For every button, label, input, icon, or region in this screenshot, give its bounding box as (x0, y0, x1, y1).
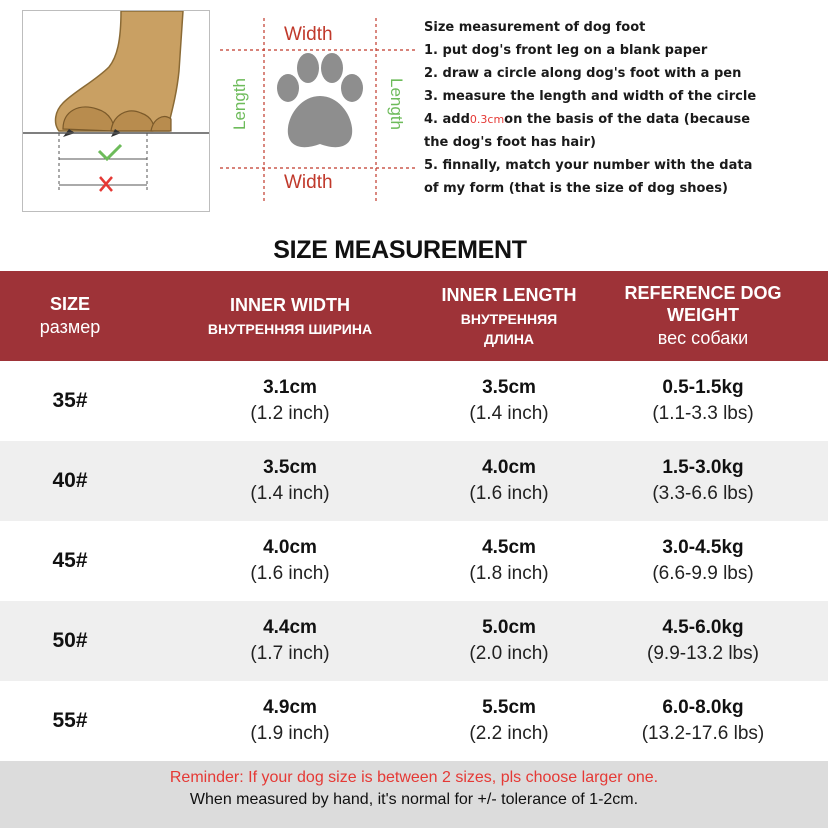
header-size-ru: размер (39, 317, 101, 337)
tolerance-text: When measured by hand, it's normal for +/- tolerance of 1-2cm. (189, 791, 639, 808)
instruction-step-5b: of my form (that is the size of dog shoes) (424, 181, 728, 196)
length-label-left: Length (230, 78, 249, 130)
header-reference-weight (578, 271, 828, 361)
weight-cell (578, 601, 828, 681)
width-inch: (1.6 inch) (250, 563, 330, 584)
paw-print-icon (277, 53, 363, 147)
length-cell (440, 361, 578, 441)
length-cm: 5.0cm (482, 617, 536, 638)
weight-lbs: (6.6-9.9 lbs) (652, 563, 754, 584)
instruction-step-5a: 5. finnally, match your number with the data (424, 158, 753, 173)
header-length-ru: ВНУТРЕННЯЯ ДЛИНА (460, 310, 558, 347)
width-cell (140, 601, 440, 681)
length-cm: 4.5cm (482, 537, 536, 558)
step4-after: on the basis of the data (because (504, 112, 751, 127)
table-row (0, 361, 828, 441)
size-cell: 35# (52, 389, 88, 412)
weight-kg: 6.0-8.0kg (662, 697, 744, 718)
size-table (0, 271, 828, 761)
weight-kg: 4.5-6.0kg (662, 617, 744, 638)
width-cell (140, 361, 440, 441)
paw-measure-diagram (220, 18, 418, 204)
width-label-bottom: Width (284, 172, 333, 193)
check-icon (99, 145, 121, 159)
width-inch: (1.9 inch) (250, 723, 330, 744)
length-inch: (1.4 inch) (469, 403, 549, 424)
header-length-en: INNER LENGTH (441, 284, 577, 305)
length-cell (440, 521, 578, 601)
instruction-step-1: 1. put dog's front leg on a blank paper (424, 43, 708, 58)
reminder-text: Reminder: If your dog size is between 2 sizes, pls choose larger one. (169, 769, 659, 786)
width-inch: (1.4 inch) (250, 483, 330, 504)
instruction-step-4-cont: the dog's foot has hair) (424, 135, 596, 150)
size-cell: 40# (52, 469, 88, 492)
header-width-ru: ВНУТРЕННЯЯ ШИРИНА (207, 320, 373, 337)
table-row (0, 601, 828, 681)
table-row (0, 521, 828, 601)
size-cell: 55# (52, 709, 88, 732)
length-inch: (1.8 inch) (469, 563, 549, 584)
header-weight-en: REFERENCE DOG (624, 283, 782, 303)
step4-highlight: 0.3cm (469, 113, 505, 126)
weight-kg: 3.0-4.5kg (662, 537, 744, 558)
header-size (0, 271, 140, 361)
weight-cell (578, 521, 828, 601)
length-cell (440, 601, 578, 681)
instruction-step-4 (424, 108, 824, 131)
length-cell (440, 441, 578, 521)
width-cm: 4.9cm (263, 697, 317, 718)
weight-cell (578, 441, 828, 521)
width-cm: 4.0cm (263, 537, 317, 558)
width-cm: 3.1cm (263, 377, 317, 398)
cross-icon (100, 177, 112, 191)
table-header (0, 271, 828, 361)
weight-lbs: (9.9-13.2 lbs) (647, 643, 759, 664)
width-inch: (1.7 inch) (250, 643, 330, 664)
header-weight-en2: WEIGHT (667, 305, 739, 325)
weight-kg: 0.5-1.5kg (662, 377, 744, 398)
dog-leg-illustration (22, 10, 210, 212)
instructions-heading: Size measurement of dog foot (424, 20, 646, 35)
footer-notes (0, 761, 828, 828)
width-inch: (1.2 inch) (250, 403, 330, 424)
length-inch: (1.6 inch) (469, 483, 549, 504)
header-width-en: INNER WIDTH (230, 294, 350, 315)
length-inch: (2.0 inch) (469, 643, 549, 664)
weight-lbs: (3.3-6.6 lbs) (652, 483, 754, 504)
length-cm: 5.5cm (482, 697, 536, 718)
weight-lbs: (13.2-17.6 lbs) (641, 723, 765, 744)
length-inch: (2.2 inch) (469, 723, 549, 744)
weight-cell (578, 681, 828, 761)
length-label-right: Length (387, 78, 406, 130)
header-weight-ru: вес собаки (657, 328, 749, 348)
width-cm: 3.5cm (263, 457, 317, 478)
width-cm: 4.4cm (263, 617, 317, 638)
instruction-step-3: 3. measure the length and width of the circle (424, 89, 757, 104)
size-cell: 50# (52, 629, 88, 652)
table-row (0, 681, 828, 761)
width-cell (140, 441, 440, 521)
width-cell (140, 681, 440, 761)
step4-before: 4. add (424, 112, 470, 127)
table-row (0, 441, 828, 521)
width-cell (140, 521, 440, 601)
length-cm: 3.5cm (482, 377, 536, 398)
weight-cell (578, 361, 828, 441)
weight-lbs: (1.1-3.3 lbs) (652, 403, 754, 424)
header-inner-width (140, 271, 440, 361)
page-title: SIZE MEASUREMENT (273, 236, 527, 264)
instruction-step-2: 2. draw a circle along dog's foot with a pen (424, 66, 742, 81)
length-cell (440, 681, 578, 761)
header-size-en: SIZE (49, 294, 90, 314)
size-cell: 45# (52, 549, 88, 572)
measurement-instructions (424, 16, 824, 200)
weight-kg: 1.5-3.0kg (662, 457, 744, 478)
width-label-top: Width (284, 24, 333, 45)
length-cm: 4.0cm (482, 457, 536, 478)
header-inner-length (440, 271, 578, 361)
